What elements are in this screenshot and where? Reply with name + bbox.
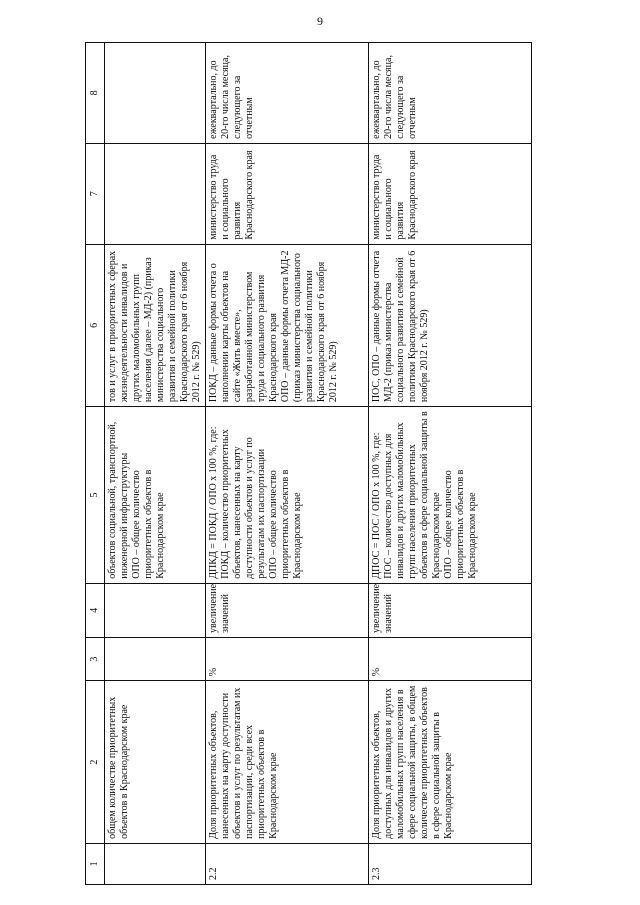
page-number: 9 [317, 14, 323, 28]
row-number: 2.2 [206, 843, 369, 884]
col-num-8: 8 [86, 43, 105, 144]
indicator-name: Доля приоритетных объектов, нанесенных на карту доступности объектов и услуг по результатам их паспортизации, среди всех приоритетных объектов в Краснодарском крае [206, 681, 369, 844]
unit [105, 637, 206, 680]
frequency [105, 43, 206, 144]
row-number [105, 843, 206, 884]
table-row [369, 43, 532, 885]
rotated-table-sheet [85, 42, 532, 885]
unit: % [369, 637, 532, 680]
indicators-table [85, 42, 532, 885]
data-source: ПОС, ОПО – данные формы отчета МД-2 (приказ министерства социального развития и семейной политики Краснодарского края от 6 ноября 2012 г. № 529) [369, 244, 532, 407]
formula: объектов социальной, транспортной, инженерной инфраструктуры ОПО – общее количество приоритетных объектов в Краснодарском крае [105, 407, 206, 584]
table-row [206, 43, 369, 885]
frequency: ежеквартально, до 20-го числа месяца, следующего за отчетным [206, 43, 369, 144]
formula: ДПКД = ПОКД / ОПО х 100 %, где: ПОКД – количество приоритетных объектов, нанесенных на карту доступности объектов и услуг по результатам их паспортизации ОПО – общее количество приоритетных объектов в Краснодарском крае [206, 407, 369, 584]
indicator-name: Доля приоритетных объектов, доступных для инвалидов и других маломобильных групп населения в сфере социальной защиты, в общем количестве приоритетных объектов в сфере социальной защиты в Краснодарском крае [369, 681, 532, 844]
table-row [105, 43, 206, 885]
col-num-5: 5 [86, 407, 105, 584]
frequency: ежеквартально, до 20-го числа месяца, следующего за отчетным [369, 43, 532, 144]
responsible: министерство труда и социального развития Краснодарского края [206, 143, 369, 244]
responsible: министерство труда и социального развития Краснодарского края [369, 143, 532, 244]
row-number: 2.3 [369, 843, 532, 884]
responsible [105, 143, 206, 244]
trend [105, 583, 206, 637]
data-source: тов и услуг в приоритетных сферах жизнедеятельности инвалидов и других маломобильных групп населения (далее – МД-2) (приказ министерства социального развития и семейной политики Краснодарского края от 6 ноября 2012 г. № 529) [105, 244, 206, 407]
trend: увеличение значений [206, 583, 369, 637]
col-num-4: 4 [86, 583, 105, 637]
col-num-1: 1 [86, 843, 105, 884]
column-number-row [86, 43, 105, 885]
col-num-6: 6 [86, 244, 105, 407]
formula: ДПОС = ПОС / ОПО х 100 %, где: ПОС – количество доступных для инвалидов и других маломобильных групп населения приоритетных объектов в сфере социальной защиты в Краснодарском крае ОПО – общее количество приоритетных объектов в Краснодарском крае [369, 407, 532, 584]
trend: увеличение значений [369, 583, 532, 637]
col-num-7: 7 [86, 143, 105, 244]
data-source: ПОКД – данные формы отчета о наполнении карты объектов на сайте «Жить вместе», разработанной министерством труда и социального развития Краснодарского края ОПО – данные формы отчета МД-2 (приказ министерства социального развития и семейной политики Краснодарского края от 6 ноября 2012 г. № 529) [206, 244, 369, 407]
col-num-3: 3 [86, 637, 105, 680]
col-num-2: 2 [86, 681, 105, 844]
unit: % [206, 637, 369, 680]
indicator-name: общем количестве приоритетных объектов в Краснодарском крае [105, 681, 206, 844]
